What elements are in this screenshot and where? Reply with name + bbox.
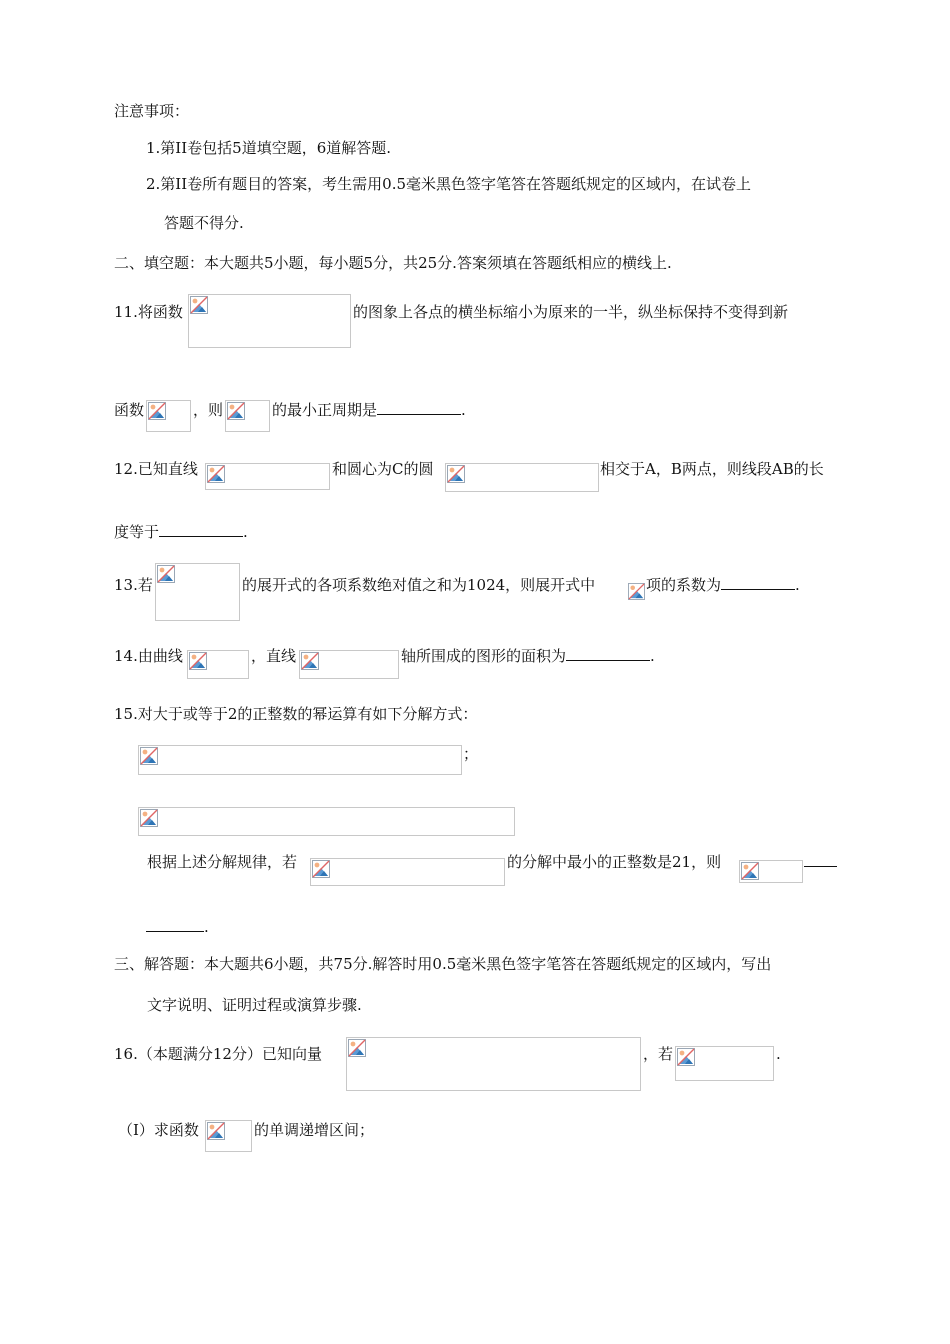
section-2-title: 二、填空题：本大题共5小题，每小题5分，共25分.答案须填在答题纸相应的横线上. <box>114 254 672 272</box>
q15-text-b: 根据上述分解规律，若 <box>147 853 298 871</box>
q15-text-a: 15.对大于或等于2的正整数的幂运算有如下分解方式： <box>114 705 478 723</box>
q15-semicolon: ； <box>463 745 479 763</box>
q15-answer-blank-2: . <box>146 917 209 937</box>
answer-blank <box>804 852 837 867</box>
q12-formula-image-2 <box>445 463 599 492</box>
q11-text-d: ，则 <box>193 401 224 419</box>
q14-formula-image-2 <box>299 650 399 679</box>
q13-text-a: 13.若 <box>114 576 153 594</box>
q15-formula-image-4 <box>739 860 803 883</box>
q16-formula-image-2 <box>675 1046 774 1081</box>
answer-blank <box>159 522 243 537</box>
q16-part-1-text-a: （I）求函数 <box>118 1121 199 1139</box>
broken-image-icon <box>207 465 225 483</box>
q13-text-b: 的展开式的各项系数绝对值之和为1024，则展开式中 <box>242 576 596 594</box>
q12-text-b: 和圆心为C的圆 <box>332 460 434 478</box>
q13-formula-image-1 <box>155 563 240 621</box>
q14-text-b: ，直线 <box>251 647 297 665</box>
q14-text-a: 14.由曲线 <box>114 647 183 665</box>
broken-image-icon <box>628 583 645 600</box>
q11-text-b: 的图象上各点的横坐标缩小为原来的一半，纵坐标保持不变得到新 <box>353 303 789 321</box>
broken-image-icon <box>157 565 175 583</box>
q11-text-a: 11.将函数 <box>114 303 183 321</box>
broken-image-icon <box>301 652 319 670</box>
broken-image-icon <box>140 809 158 827</box>
notes-item-2-line-2: 答题不得分. <box>164 214 244 232</box>
q16-text-b: ，若 <box>643 1045 674 1063</box>
broken-image-icon <box>677 1048 695 1066</box>
broken-image-icon <box>227 402 245 420</box>
q16-text-c: . <box>776 1045 781 1063</box>
answer-blank <box>146 917 204 932</box>
broken-image-icon <box>348 1039 366 1057</box>
broken-image-icon <box>447 465 465 483</box>
q16-formula-image-1 <box>346 1037 641 1091</box>
q16-formula-image-3 <box>205 1120 252 1152</box>
q13-text-c: 项的系数为 . <box>646 576 800 594</box>
answer-blank <box>721 575 795 590</box>
q14-formula-image-1 <box>187 650 249 679</box>
broken-image-icon <box>741 862 759 880</box>
q11-text-e: 的最小正周期是 . <box>272 401 466 419</box>
q15-formula-image-1 <box>138 745 462 775</box>
q15-text-c: 的分解中最小的正整数是21，则 <box>507 853 722 871</box>
notes-item-2-line-1: 2.第II卷所有题目的答案，考生需用0.5毫米黑色签字笔答在答题纸规定的区域内，在试卷上 <box>146 175 752 193</box>
notes-item-1: 1.第II卷包括5道填空题，6道解答题. <box>146 139 392 157</box>
broken-image-icon <box>312 860 330 878</box>
answer-blank <box>566 646 650 661</box>
q16-text-a: 16.（本题满分12分）已知向量 <box>114 1045 322 1063</box>
q12-formula-image-1 <box>205 463 330 490</box>
section-3-title-line-1: 三、解答题：本大题共6小题，共75分.解答时用0.5毫米黑色签字笔答在答题纸规定的区域内，写出 <box>114 955 772 973</box>
broken-image-icon <box>148 402 166 420</box>
q16-part-1-text-b: 的单调递增区间； <box>254 1121 375 1139</box>
q12-text-d: 度等于 . <box>114 523 248 541</box>
q15-formula-image-3 <box>310 858 505 886</box>
section-3-title-line-2: 文字说明、证明过程或演算步骤. <box>147 996 362 1014</box>
q11-formula-image-3 <box>225 400 270 432</box>
broken-image-icon <box>189 652 207 670</box>
answer-blank <box>377 400 461 415</box>
q15-answer-blank-1 <box>804 852 837 872</box>
broken-image-icon <box>190 296 208 314</box>
broken-image-icon <box>140 747 158 765</box>
q11-text-c: 函数 <box>114 401 145 419</box>
q12-text-c: 相交于A，B两点，则线段AB的长 <box>600 460 824 478</box>
broken-image-icon <box>207 1122 225 1140</box>
q12-text-a: 12.已知直线 <box>114 460 198 478</box>
q11-formula-image-2 <box>146 400 191 432</box>
q13-formula-image-2 <box>628 583 645 601</box>
q14-text-c: 轴所围成的图形的面积为 . <box>401 647 655 665</box>
notes-heading: 注意事项： <box>114 102 190 120</box>
q15-formula-image-2 <box>138 807 515 836</box>
q11-formula-image-1 <box>188 294 351 348</box>
